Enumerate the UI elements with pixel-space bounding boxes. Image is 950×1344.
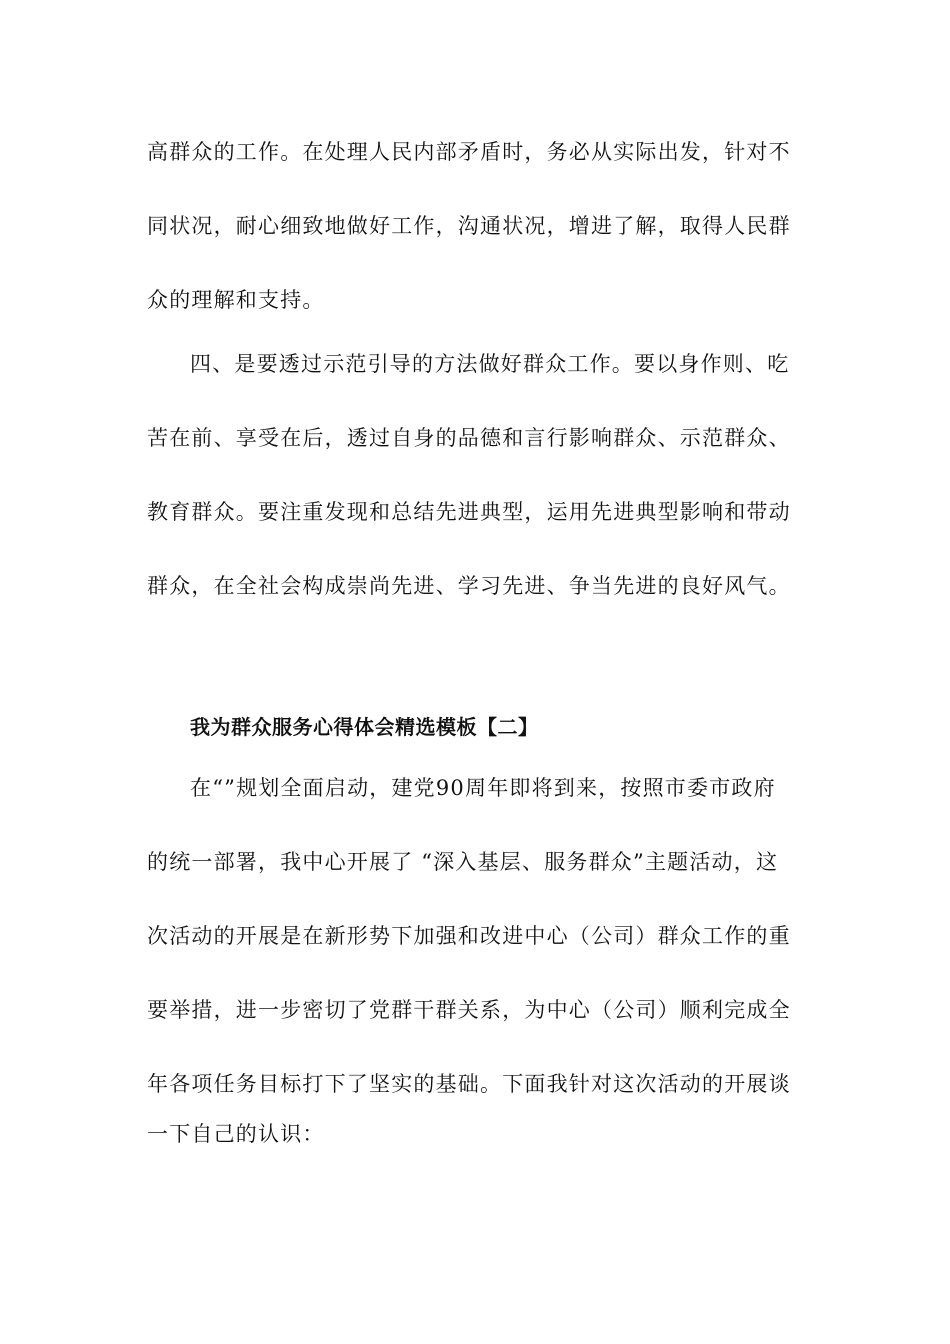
paragraph-line: 众的理解和支持。 (147, 288, 325, 312)
paragraph-line: 一下自己的认识： (147, 1122, 325, 1146)
paragraph-line: 要举措，进一步密切了党群干群关系，为中心（公司）顺利完成全 (147, 998, 791, 1022)
paragraph-line: 苦在前、享受在后，透过自身的品德和言行影响群众、示范群众、 (147, 426, 791, 450)
paragraph-line: 年各项任务目标打下了坚实的基础。下面我针对这次活动的开展谈 (147, 1072, 791, 1096)
paragraph-line: 高群众的工作。在处理人民内部矛盾时，务必从实际出发，针对不 (147, 140, 791, 164)
paragraph-line: 同状况，耐心细致地做好工作，沟通状况，增进了解，取得人民群 (147, 214, 791, 238)
paragraph-line: 群众，在全社会构成崇尚先进、学习先进、争当先进的良好风气。 (147, 574, 791, 598)
paragraph-line: 教育群众。要注重发现和总结先进典型，运用先进典型影响和带动 (147, 500, 791, 524)
section-heading: 我为群众服务心得体会精选模板【二】 (190, 715, 539, 739)
paragraph-line: 在“”规划全面启动，建党90周年即将到来，按照市委市政府 (190, 776, 776, 800)
paragraph-line: 四、是要透过示范引导的方法做好群众工作。要以身作则、吃 (190, 352, 790, 376)
paragraph-line: 的统一部署，我中心开展了 “深入基层、服务群众”主题活动，这 (147, 850, 779, 874)
paragraph-line: 次活动的开展是在新形势下加强和改进中心（公司）群众工作的重 (147, 924, 791, 948)
